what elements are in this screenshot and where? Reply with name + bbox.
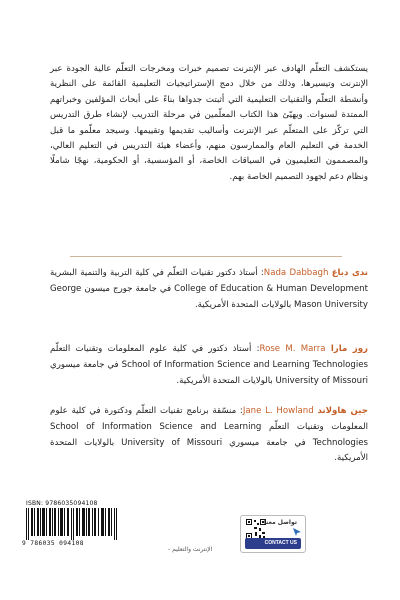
category-label: الإنترنت والتعليم - — [168, 546, 213, 553]
author-name-en: Nada Dabbagh — [263, 268, 329, 278]
author-name-ar: ندى دباغ — [331, 268, 369, 278]
bio-text-mid: في جامعة ميسوري — [222, 437, 313, 448]
contact-badge[interactable] — [240, 515, 306, 553]
bio-university-en: University of Missouri — [121, 437, 223, 448]
bio-college-en: College of Education & Human Development — [174, 283, 368, 294]
cursor-icon — [292, 527, 302, 537]
bio-text-end: بالولايات المتحدة الأمريكية. — [176, 375, 276, 386]
contact-label-en: CONTACT US — [264, 540, 297, 546]
bio-text: : أستاذ دكتور تقنيات التعلّم في كلية التربية والتنمية البشرية — [50, 268, 264, 278]
bio-text-end: بالولايات المتحدة الأمريكية. — [194, 299, 295, 310]
bio-university-en: University of Missouri — [275, 375, 368, 386]
contact-us-button[interactable] — [245, 538, 301, 549]
bio-college-en: School of Information Science and Learning Technologies — [121, 359, 368, 370]
author-bio-dabbagh — [50, 266, 368, 313]
bio-text-end: بالولايات المتحدة الأمريكية. — [50, 437, 368, 464]
bio-text-mid: في جامعة ميسوري — [50, 359, 122, 370]
contact-label-ar: تواصل معنا — [263, 519, 297, 526]
isbn-label: ISBN: 9786035094108 — [26, 500, 98, 507]
isbn-barcode — [20, 500, 130, 550]
bio-text: : منسّقة برنامج تقنيات التعلّم ودكتورة في كلية علوم المعلومات وتقنيات التعلّم — [50, 406, 368, 432]
author-bio-marra — [50, 342, 368, 389]
author-name-ar: جين هاولاند — [317, 406, 368, 416]
intro-paragraph: يستكشف التعلّم الهادف عبر الإنترنت تصميم خبرات ومخرجات التعلّم عالية الجودة عبر الإنترنت وتيسيرها، وذلك من خلال دمج الإستراتيجيات التعليمية القائمة على النظرية وأنشطة التعلّم والتقنيات التعليمية التي أثبتت جدواها بناءً على أبحاث المؤلفين وخبراتهم الممتدة لسنوات. ويهيّئ هذا الكتاب المعلّمين في مرحلة التدريب لإنشاء طرق التدريس التي تركّز على المتعلّم عبر الإنترنت وأساليب تقديمها وتقييمها. وسيجد معلّمو ما قبل الخدمة في التعليم العام والممارسون منهم، وأعضاء هيئة التدريس في التعليم العالي، والمصممون التعليميون في السياقات الخاصة، أو المؤسسية، أو الحكومية، نهجًا شاملًا ونظام دعم لجهود التصميم الخاصة بهم. — [50, 64, 368, 182]
bio-text-mid: في جامعة جورج ميسون — [81, 283, 175, 294]
barcode-digits: 9 786035 094108 — [22, 540, 84, 547]
bio-text: : أستاذ دكتور في كلية علوم المعلومات وتقنيات التعلّم — [50, 344, 260, 354]
author-name-ar: روز مارا — [330, 344, 369, 354]
author-name-en: Rose M. Marra — [259, 344, 326, 354]
divider-1 — [70, 256, 342, 257]
bio-college-en: School of Information Science and Learning Technologies — [50, 421, 368, 448]
author-bio-howland — [50, 404, 368, 467]
author-name-en: Jane L. Howland — [242, 406, 314, 416]
bio-university-en: George Mason University — [50, 283, 368, 310]
intro-section — [50, 62, 368, 185]
barcode-icon — [24, 508, 124, 540]
